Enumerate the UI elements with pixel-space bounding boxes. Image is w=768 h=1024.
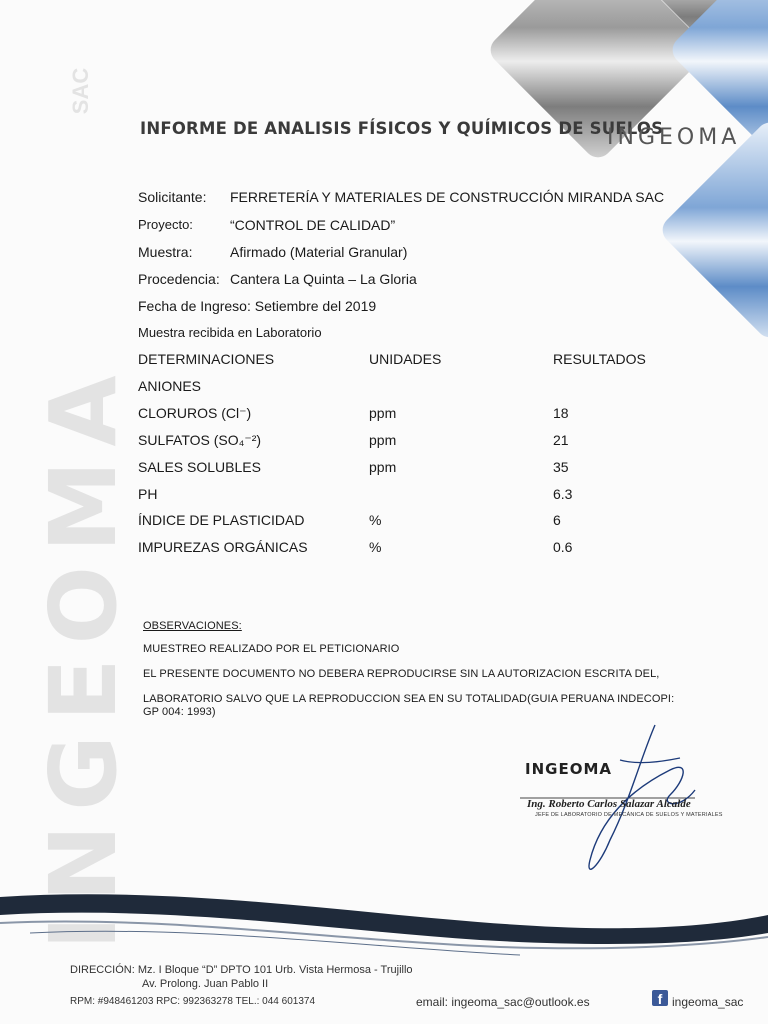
procedencia-label: Procedencia:	[138, 271, 220, 287]
row-unidad: %	[369, 512, 382, 528]
section-aniones	[138, 378, 698, 398]
table-row	[138, 459, 698, 479]
fecha-ingreso: Fecha de Ingreso: Setiembre del 2019	[138, 298, 377, 314]
facebook-icon[interactable]: f	[652, 990, 668, 1006]
observaciones-line: GP 004: 1993)	[143, 706, 216, 718]
ingeoma-watermark: INGEOMA	[30, 361, 137, 950]
row-determinacion: PH	[138, 486, 158, 502]
table-row	[138, 432, 698, 452]
section-label: ANIONES	[138, 378, 202, 394]
row-unidad: ppm	[369, 432, 397, 448]
footer-direccion-2: Av. Prolong. Juan Pablo II	[142, 978, 269, 990]
header-determinaciones: DETERMINACIONES	[138, 351, 275, 367]
report-title: INFORME DE ANALISIS FÍSICOS Y QUÍMICOS DE SUELOS	[140, 119, 664, 138]
solicitante-value: FERRETERÍA Y MATERIALES DE CONSTRUCCIÓN MIRANDA SAC	[230, 189, 665, 205]
footer-contacts: RPM: #948461203 RPC: 992363278 TEL.: 044 601374	[70, 996, 315, 1007]
row-unidad: ppm	[369, 459, 397, 475]
row-determinacion: ÍNDICE DE PLASTICIDAD	[138, 512, 305, 528]
row-resultado: 6	[553, 512, 561, 528]
row-unidad: ppm	[369, 405, 397, 421]
table-header	[138, 351, 698, 371]
title-logo: INGEOMA	[607, 125, 741, 150]
row-resultado: 21	[553, 432, 569, 448]
footer-wave	[0, 885, 768, 960]
row-resultado: 35	[553, 459, 569, 475]
observaciones-heading: OBSERVACIONES:	[143, 620, 242, 632]
muestra-label: Muestra:	[138, 244, 193, 260]
row-unidad: %	[369, 539, 382, 555]
watermark-sac: SAC	[68, 67, 94, 115]
procedencia-value: Cantera La Quinta – La Gloria	[230, 271, 417, 287]
footer-direccion: DIRECCIÓN: Mz. I Bloque “D” DPTO 101 Urb. Vista Hermosa - Trujillo	[70, 964, 413, 976]
solicitante-label: Solicitante:	[138, 189, 207, 205]
footer-facebook[interactable]: ingeoma_sac	[672, 995, 744, 1009]
corner-tile-blue-lower	[657, 117, 768, 343]
stamp-name: Ing. Roberto Carlos Salazar Alcalde	[527, 798, 691, 810]
stamp-role: JEFE DE LABORATORIO DE MECÁNICA DE SUELOS Y MATERIALES	[535, 812, 723, 818]
row-determinacion: CLORUROS (Cl⁻)	[138, 405, 252, 421]
table-row	[138, 486, 698, 506]
muestra-recibida: Muestra recibida en Laboratorio	[138, 325, 322, 340]
row-resultado: 0.6	[553, 539, 573, 555]
proyecto-value: “CONTROL DE CALIDAD”	[230, 217, 396, 233]
table-row	[138, 512, 698, 532]
observaciones-line: EL PRESENTE DOCUMENTO NO DEBERA REPRODUCIRSE SIN LA AUTORIZACION ESCRITA DEL,	[143, 668, 660, 680]
table-row	[138, 405, 698, 425]
row-determinacion: SALES SOLUBLES	[138, 459, 261, 475]
row-determinacion: SULFATOS (SO₄⁻²)	[138, 432, 262, 448]
observaciones-line: LABORATORIO SALVO QUE LA REPRODUCCION SEA EN SU TOTALIDAD(GUIA PERUANA INDECOPI:	[143, 693, 675, 705]
row-resultado: 6.3	[553, 486, 573, 502]
row-determinacion: IMPUREZAS ORGÁNICAS	[138, 539, 308, 555]
footer-email[interactable]: email: ingeoma_sac@outlook.es	[416, 995, 590, 1009]
muestra-value: Afirmado (Material Granular)	[230, 244, 408, 260]
header-unidades: UNIDADES	[369, 351, 442, 367]
row-resultado: 18	[553, 405, 569, 421]
table-row	[138, 539, 698, 559]
stamp-logo: INGEOMA	[525, 760, 612, 778]
header-resultados: RESULTADOS	[553, 351, 646, 367]
observaciones-line: MUESTREO REALIZADO POR EL PETICIONARIO	[143, 643, 400, 655]
proyecto-label: Proyecto:	[138, 217, 193, 232]
